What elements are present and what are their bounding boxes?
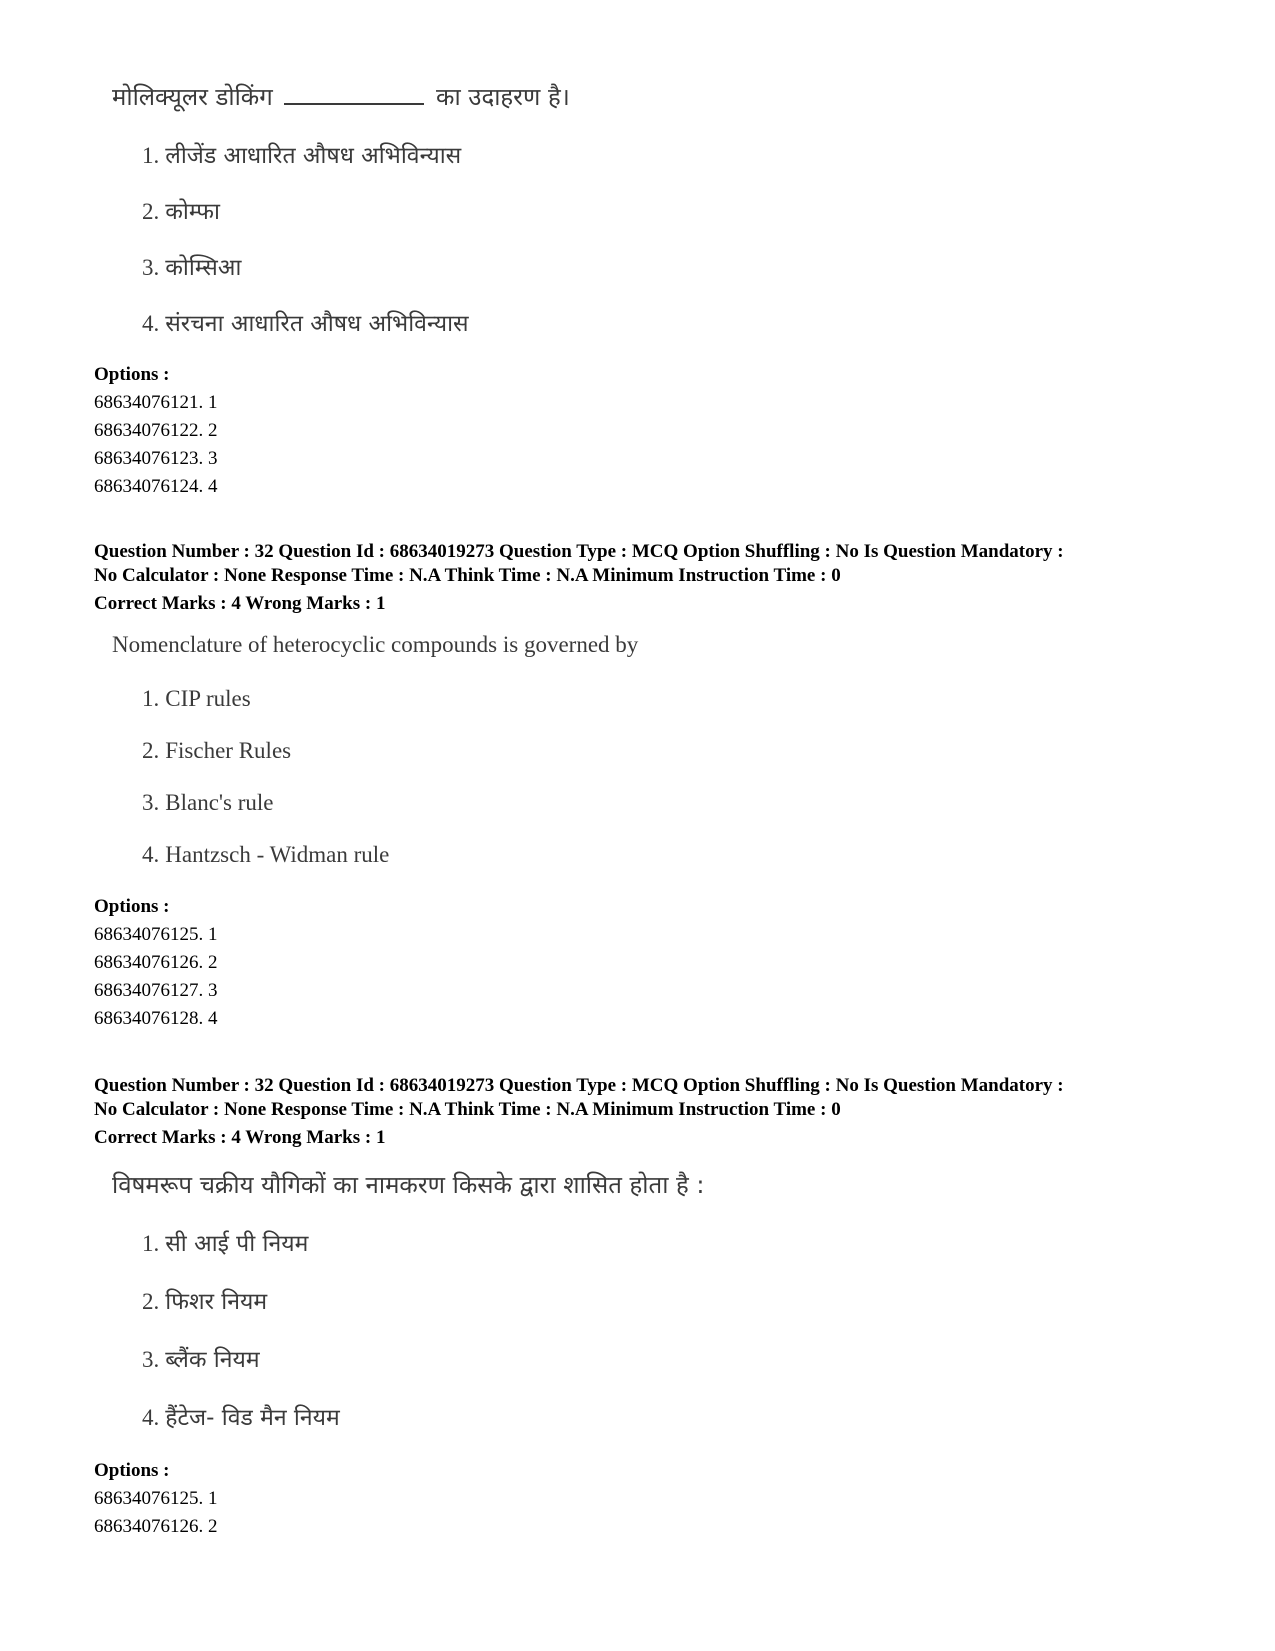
choice-text: कोम्फा [165, 199, 220, 225]
options-title: Options : [94, 364, 170, 385]
question-stem: Nomenclature of heterocyclic compounds is governed by [112, 632, 639, 657]
meta-line-1: Question Number : 32 Question Id : 68634019273 Question Type : MCQ Option Shuffling : No Is Question Mandatory : [94, 1075, 1064, 1096]
choice-text: फिशर नियम [165, 1289, 268, 1315]
option-id-line: 68634076123. 3 [94, 448, 218, 469]
choice-text: लीजेंड आधारित औषध अभिविन्यास [165, 143, 462, 169]
question-stem [112, 80, 570, 113]
choice-text: Blanc's rule [165, 790, 274, 815]
choice-text: Fischer Rules [165, 738, 292, 763]
choice-number: 4. [142, 842, 160, 867]
choice-1 [142, 138, 461, 170]
choice-number: 3. [142, 255, 160, 280]
options-title: Options : [94, 896, 170, 917]
meta-line-1: Question Number : 32 Question Id : 68634019273 Question Type : MCQ Option Shuffling : No Is Question Mandatory : [94, 541, 1064, 562]
choice-4 [142, 1400, 340, 1432]
question-stem: विषमरूप चक्रीय यौगिकों का नामकरण किसके द्वारा शासित होता है : [112, 1171, 705, 1199]
fill-blank [284, 81, 424, 105]
choice-text: हैंटेज- विड मैन नियम [165, 1405, 340, 1431]
choice-number: 2. [142, 738, 160, 763]
choice-text: संरचना आधारित औषध अभिविन्यास [165, 311, 469, 337]
choice-number: 2. [142, 1289, 160, 1314]
choice-number: 4. [142, 311, 160, 336]
meta-line-2: No Calculator : None Response Time : N.A Think Time : N.A Minimum Instruction Time : 0 [94, 1099, 841, 1120]
choice-number: 1. [142, 1231, 160, 1256]
choice-number: 4. [142, 1405, 160, 1430]
choice-number: 1. [142, 143, 160, 168]
choice-2 [142, 194, 220, 226]
option-id-line: 68634076121. 1 [94, 392, 218, 413]
choice-text: Hantzsch - Widman rule [165, 842, 390, 867]
option-id-line: 68634076122. 2 [94, 420, 218, 441]
option-id-line: 68634076128. 4 [94, 1008, 218, 1029]
choice-1 [142, 686, 251, 712]
choice-number: 1. [142, 686, 160, 711]
stem-before-blank: मोलिक्यूलर डोकिंग [112, 83, 273, 111]
option-id-line: 68634076126. 2 [94, 952, 218, 973]
choice-number: 3. [142, 790, 160, 815]
choice-text: CIP rules [165, 686, 251, 711]
option-id-line: 68634076127. 3 [94, 980, 218, 1001]
choice-text: ब्लैंक नियम [165, 1347, 260, 1373]
option-id-line: 68634076125. 1 [94, 1488, 218, 1509]
meta-line-2: No Calculator : None Response Time : N.A Think Time : N.A Minimum Instruction Time : 0 [94, 565, 841, 586]
choice-3 [142, 250, 241, 282]
choice-text: कोम्सिआ [165, 255, 242, 281]
choice-1 [142, 1226, 308, 1258]
stem-after-blank: का उदाहरण है। [436, 83, 570, 111]
choice-number: 2. [142, 199, 160, 224]
choice-number: 3. [142, 1347, 160, 1372]
choice-4 [142, 842, 389, 868]
choice-text: सी आई पी नियम [165, 1231, 309, 1257]
choice-2 [142, 1284, 267, 1316]
choice-3 [142, 790, 274, 816]
question-marks: Correct Marks : 4 Wrong Marks : 1 [94, 1127, 386, 1148]
choice-2 [142, 738, 291, 764]
options-title: Options : [94, 1460, 170, 1481]
choice-3 [142, 1342, 260, 1374]
choice-4 [142, 306, 469, 338]
question-meta [94, 540, 1194, 588]
question-meta [94, 1074, 1194, 1122]
option-id-line: 68634076126. 2 [94, 1516, 218, 1537]
option-id-line: 68634076125. 1 [94, 924, 218, 945]
option-id-line: 68634076124. 4 [94, 476, 218, 497]
question-marks: Correct Marks : 4 Wrong Marks : 1 [94, 593, 386, 614]
